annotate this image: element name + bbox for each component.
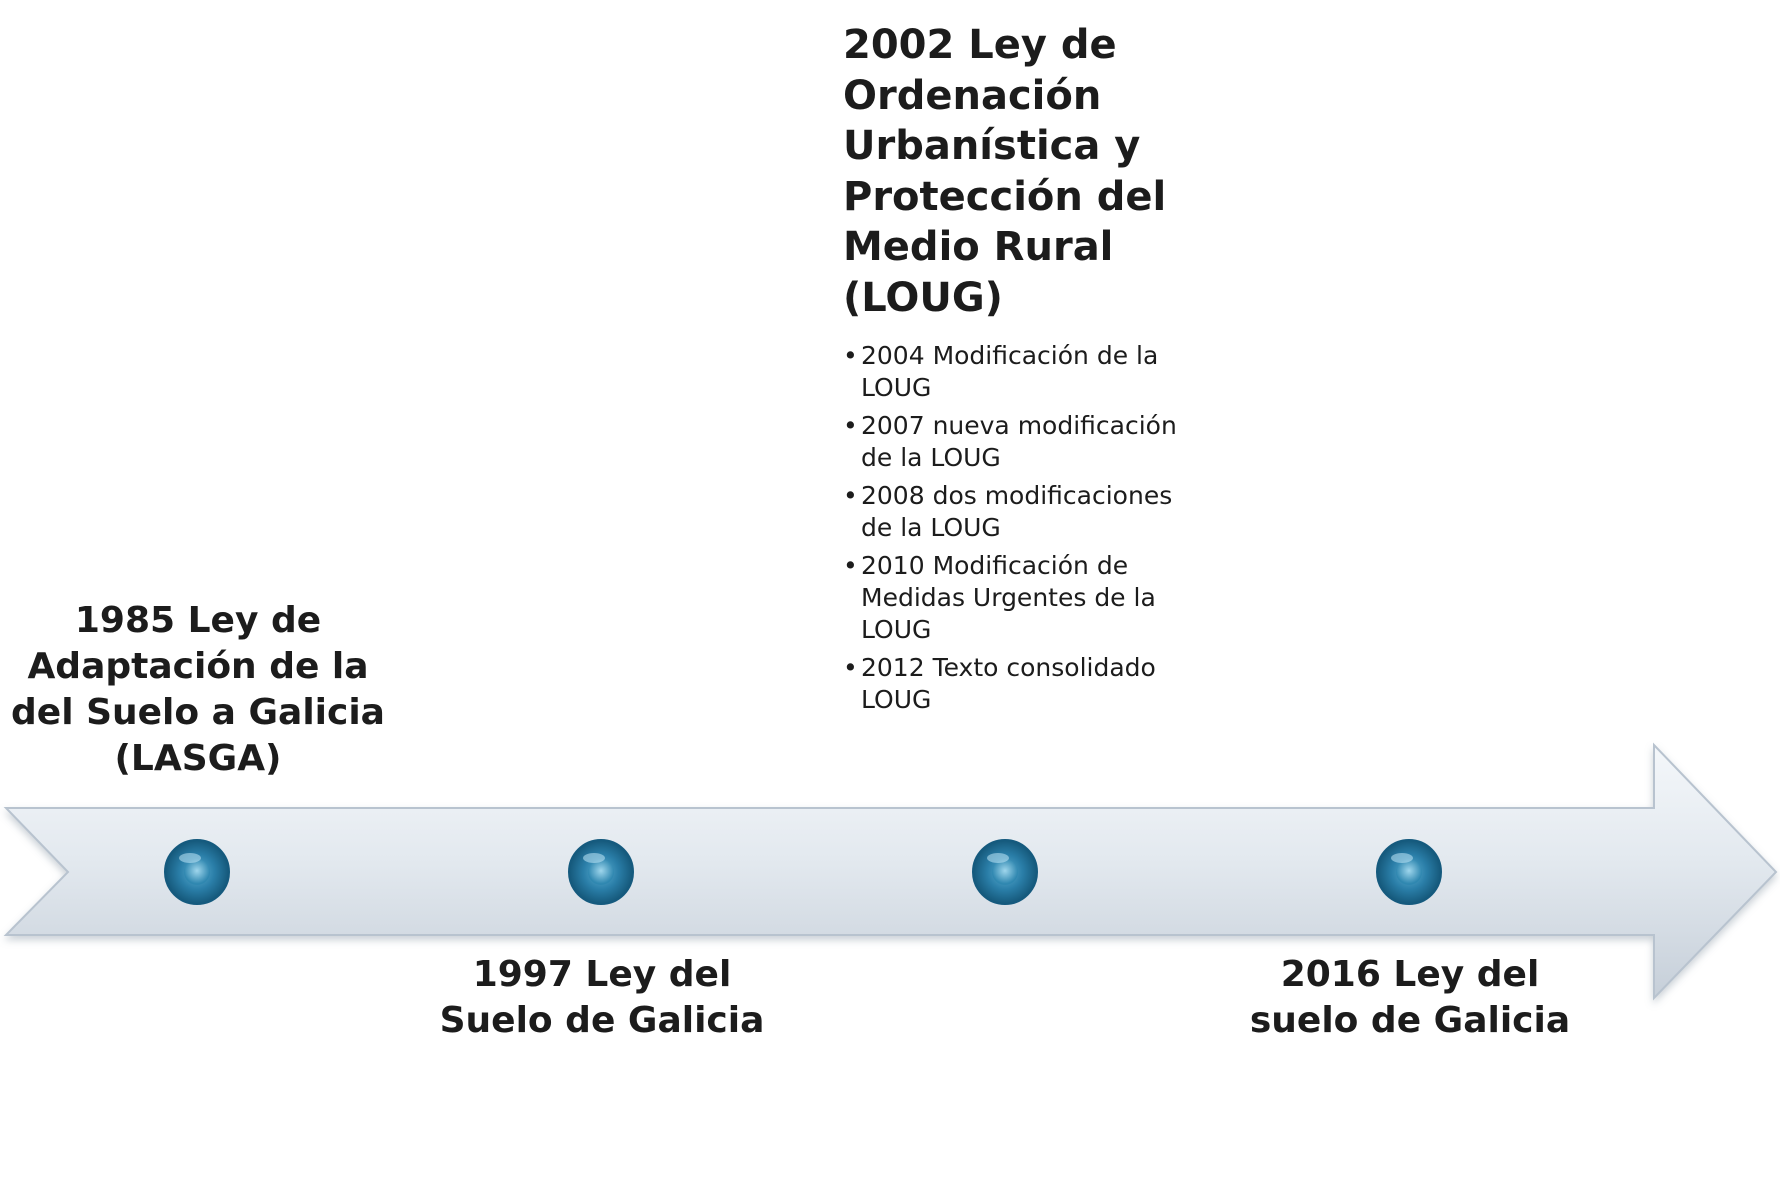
bullet-icon: • — [843, 551, 858, 580]
event-title-1997: 1997 Ley del Suelo de Galicia — [439, 954, 765, 1041]
bullet-icon: • — [843, 481, 858, 510]
list-item — [843, 480, 1183, 544]
event-title-1985: 1985 Ley de Adaptación de la del Suelo a Galicia (LASGA) — [11, 600, 385, 779]
list-item-text: 2008 dos modificaciones de la LOUG — [861, 481, 1173, 542]
timeline-marker-2016 — [1377, 840, 1441, 904]
list-item — [843, 340, 1183, 404]
bullet-icon: • — [843, 411, 858, 440]
timeline-marker-1997 — [569, 840, 633, 904]
bullet-icon: • — [843, 341, 858, 370]
loug-modifications-list — [843, 340, 1183, 722]
list-item — [843, 550, 1183, 646]
bullet-icon: • — [843, 653, 858, 682]
list-item — [843, 410, 1183, 474]
timeline-marker-2002 — [973, 840, 1037, 904]
timeline-marker-1985 — [165, 840, 229, 904]
list-item — [843, 652, 1183, 716]
list-item-text: 2012 Texto consolidado LOUG — [861, 653, 1156, 714]
list-item-text: 2007 nueva modificación de la LOUG — [861, 411, 1177, 472]
list-item-text: 2010 Modificación de Medidas Urgentes de la LOUG — [861, 551, 1156, 644]
event-title-2016: 2016 Ley del suelo de Galicia — [1249, 954, 1571, 1041]
event-title-2002: 2002 Ley de Ordenación Urbanística y Protección del Medio Rural (LOUG) — [843, 22, 1167, 321]
list-item-text: 2004 Modificación de la LOUG — [861, 341, 1159, 402]
